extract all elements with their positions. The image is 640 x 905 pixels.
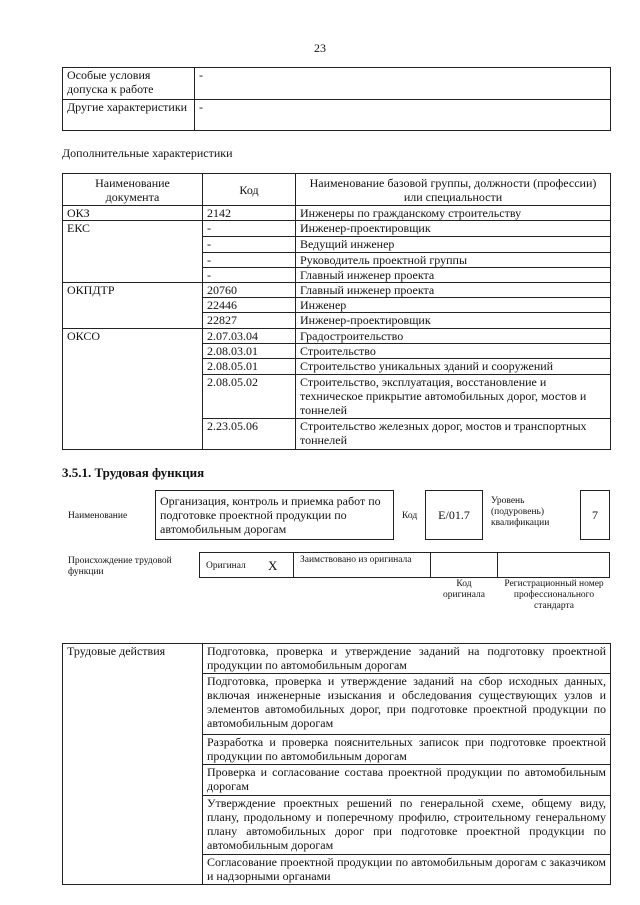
- code-cell: 22827: [203, 313, 296, 329]
- code-cell: 2.08.05.02: [203, 375, 296, 419]
- labor-action-item: Разработка и проверка пояснительных записок при подготовке проектной продукции по автомобильным дорогам: [203, 735, 611, 765]
- name-cell: Главный инженер проекта: [296, 268, 611, 283]
- original-label: Оригинал: [206, 561, 246, 571]
- borrowed-label: Заимствовано из оригинала: [300, 555, 412, 565]
- code-cell: 2142: [203, 206, 296, 221]
- special-conditions-value: -: [195, 68, 611, 100]
- name-label: Наименование: [68, 511, 128, 521]
- code-cell: -: [203, 237, 296, 253]
- name-cell: Градостроительство: [296, 329, 611, 344]
- code-cell: 22446: [203, 298, 296, 313]
- function-name-box: [155, 490, 394, 540]
- function-code-value: E/01.7: [438, 508, 470, 522]
- name-cell: Инженер-проектировщик: [296, 313, 611, 329]
- other-characteristics-label: Другие характеристики: [63, 100, 195, 131]
- labor-action-item: Подготовка, проверка и утверждение заданий на сбор исходных данных, включая инженерные изыскания и обследования существующих узлов и элементов автомобильных дорог, при подготовке проектной продукции по автомобильным дорогам: [203, 674, 611, 735]
- origin-code-cell: [430, 552, 498, 578]
- function-name-value: Организация, контроль и приемка работ по подготовке проектной продукции по автомобильным дорогам: [160, 494, 381, 536]
- table-row: [63, 283, 611, 298]
- additional-characteristics-title: Дополнительные характеристики: [62, 146, 233, 160]
- name-cell: Руководитель проектной группы: [296, 253, 611, 268]
- characteristics-table: [62, 173, 611, 450]
- code-cell: 2.23.05.06: [203, 419, 296, 450]
- conditions-table: [62, 67, 611, 131]
- labor-action-item: Проверка и согласование состава проектной продукции по автомобильным дорогам: [203, 765, 611, 796]
- code-cell: 20760: [203, 283, 296, 298]
- name-cell: Главный инженер проекта: [296, 283, 611, 298]
- labor-action-item: Утверждение проектных решений по генеральной схеме, общему виду, плану, продольному и поперечному профилю, строительному генеральному плану автомобильных дорог при подготовке проектной продукции по автомобильным дорогам: [203, 796, 611, 855]
- name-cell: Строительство: [296, 344, 611, 359]
- code-cell: 2.07.03.04: [203, 329, 296, 344]
- function-heading: 3.5.1. Трудовая функция: [62, 465, 205, 480]
- page-number: 23: [314, 41, 326, 55]
- header-code: Код: [203, 174, 296, 206]
- level-label: Уровень (подуровень) квалификации: [491, 496, 550, 528]
- labor-action-item: Подготовка, проверка и утверждение заданий на подготовку проектной продукции по автомобильным дорогам: [203, 644, 611, 674]
- code-cell: -: [203, 221, 296, 237]
- doc-okz: ОКЗ: [63, 206, 203, 221]
- header-document: Наименование документа: [63, 174, 203, 206]
- code-label: Код: [402, 511, 418, 521]
- origin-label: Происхождение трудовой функции: [68, 556, 172, 577]
- name-cell: Инженер-проектировщик: [296, 221, 611, 237]
- code-cell: -: [203, 253, 296, 268]
- name-cell: Ведущий инженер: [296, 237, 611, 253]
- doc-okpdtr: ОКПДТР: [63, 283, 203, 329]
- other-characteristics-value: -: [195, 100, 611, 131]
- origin-code-caption: Код оригинала: [443, 579, 485, 600]
- labor-action-item: Согласование проектной продукции по автомобильным дорогам с заказчиком и надзорными органами: [203, 855, 611, 885]
- borrowed-cell: [293, 552, 431, 578]
- table-row: [63, 206, 611, 221]
- original-cell: [199, 552, 294, 578]
- level-value: 7: [592, 508, 598, 522]
- name-cell: Строительство железных дорог, мостов и транспортных тоннелей: [296, 419, 611, 450]
- special-conditions-label: Особые условия допуска к работе: [63, 68, 195, 100]
- code-cell: 2.08.03.01: [203, 344, 296, 359]
- name-cell: Инженеры по гражданскому строительству: [296, 206, 611, 221]
- code-cell: -: [203, 268, 296, 283]
- doc-okso: ОКСО: [63, 329, 203, 450]
- table-row: [63, 221, 611, 237]
- level-box: [580, 490, 610, 540]
- table-row: [63, 329, 611, 344]
- header-name: Наименование базовой группы, должности (профессии) или специальности: [296, 174, 611, 206]
- name-cell: Строительство, эксплуатация, восстановление и техническое прикрытие автомобильных дорог, мостов и тоннелей: [296, 375, 611, 419]
- function-code-box: [425, 490, 483, 540]
- doc-eks: ЕКС: [63, 221, 203, 283]
- labor-actions-table: [62, 643, 611, 885]
- code-cell: 2.08.05.01: [203, 359, 296, 375]
- original-mark: X: [268, 558, 278, 573]
- registration-number-caption: Регистрационный номер профессионального стандарта: [504, 579, 604, 611]
- name-cell: Строительство уникальных зданий и сооружений: [296, 359, 611, 375]
- registration-number-cell: [497, 552, 610, 578]
- name-cell: Инженер: [296, 298, 611, 313]
- labor-actions-label: Трудовые действия: [63, 644, 203, 885]
